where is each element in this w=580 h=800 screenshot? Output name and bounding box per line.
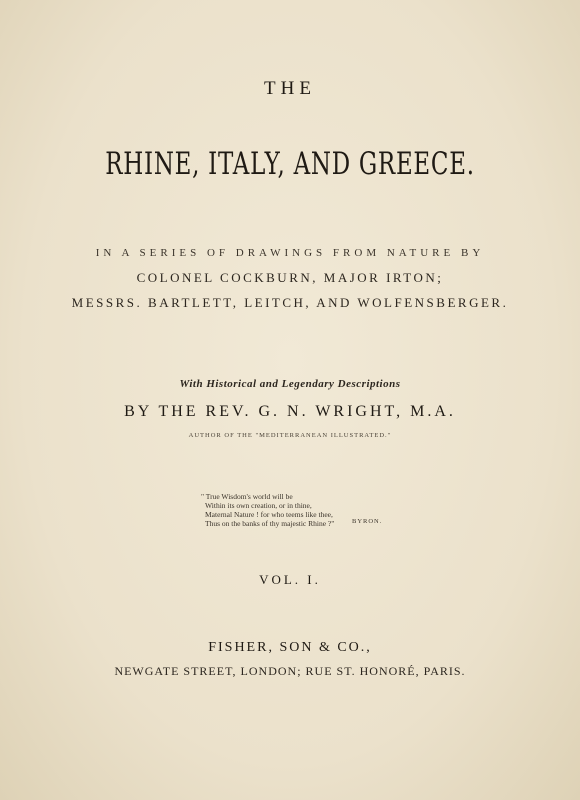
epigraph-line: Within its own creation, or in thine, — [205, 501, 312, 510]
title-the: THE — [264, 78, 316, 99]
volume-number: VOL. I. — [259, 572, 321, 587]
epigraph-line: " True Wisdom's world will be — [201, 492, 293, 501]
series-line: IN A SERIES OF DRAWINGS FROM NATURE BY — [95, 247, 485, 259]
author-line: BY THE REV. G. N. WRIGHT, M.A. — [124, 403, 456, 420]
artists-line-1: COLONEL COCKBURN, MAJOR IRTON; — [136, 270, 444, 285]
publisher: FISHER, SON & CO., — [208, 640, 372, 655]
artists-line-2: MESSRS. BARTLETT, LEITCH, AND WOLFENSBERGER. — [71, 295, 509, 310]
publisher-address: NEWGATE STREET, LONDON; RUE ST. HONORÉ, PARIS. — [114, 664, 466, 678]
descriptions-line: With Historical and Legendary Descriptions — [179, 378, 401, 390]
epigraph-line: Maternal Nature ! for who teems like thee, — [205, 510, 333, 519]
epigraph — [201, 492, 421, 528]
epigraph-line: Thus on the banks of thy majestic Rhine ?" — [205, 519, 335, 528]
epigraph-source: BYRON. — [352, 518, 383, 525]
main-title: RHINE, ITALY, AND GREECE. — [105, 146, 475, 182]
author-note: AUTHOR OF THE "MEDITERRANEAN ILLUSTRATED." — [188, 432, 392, 439]
